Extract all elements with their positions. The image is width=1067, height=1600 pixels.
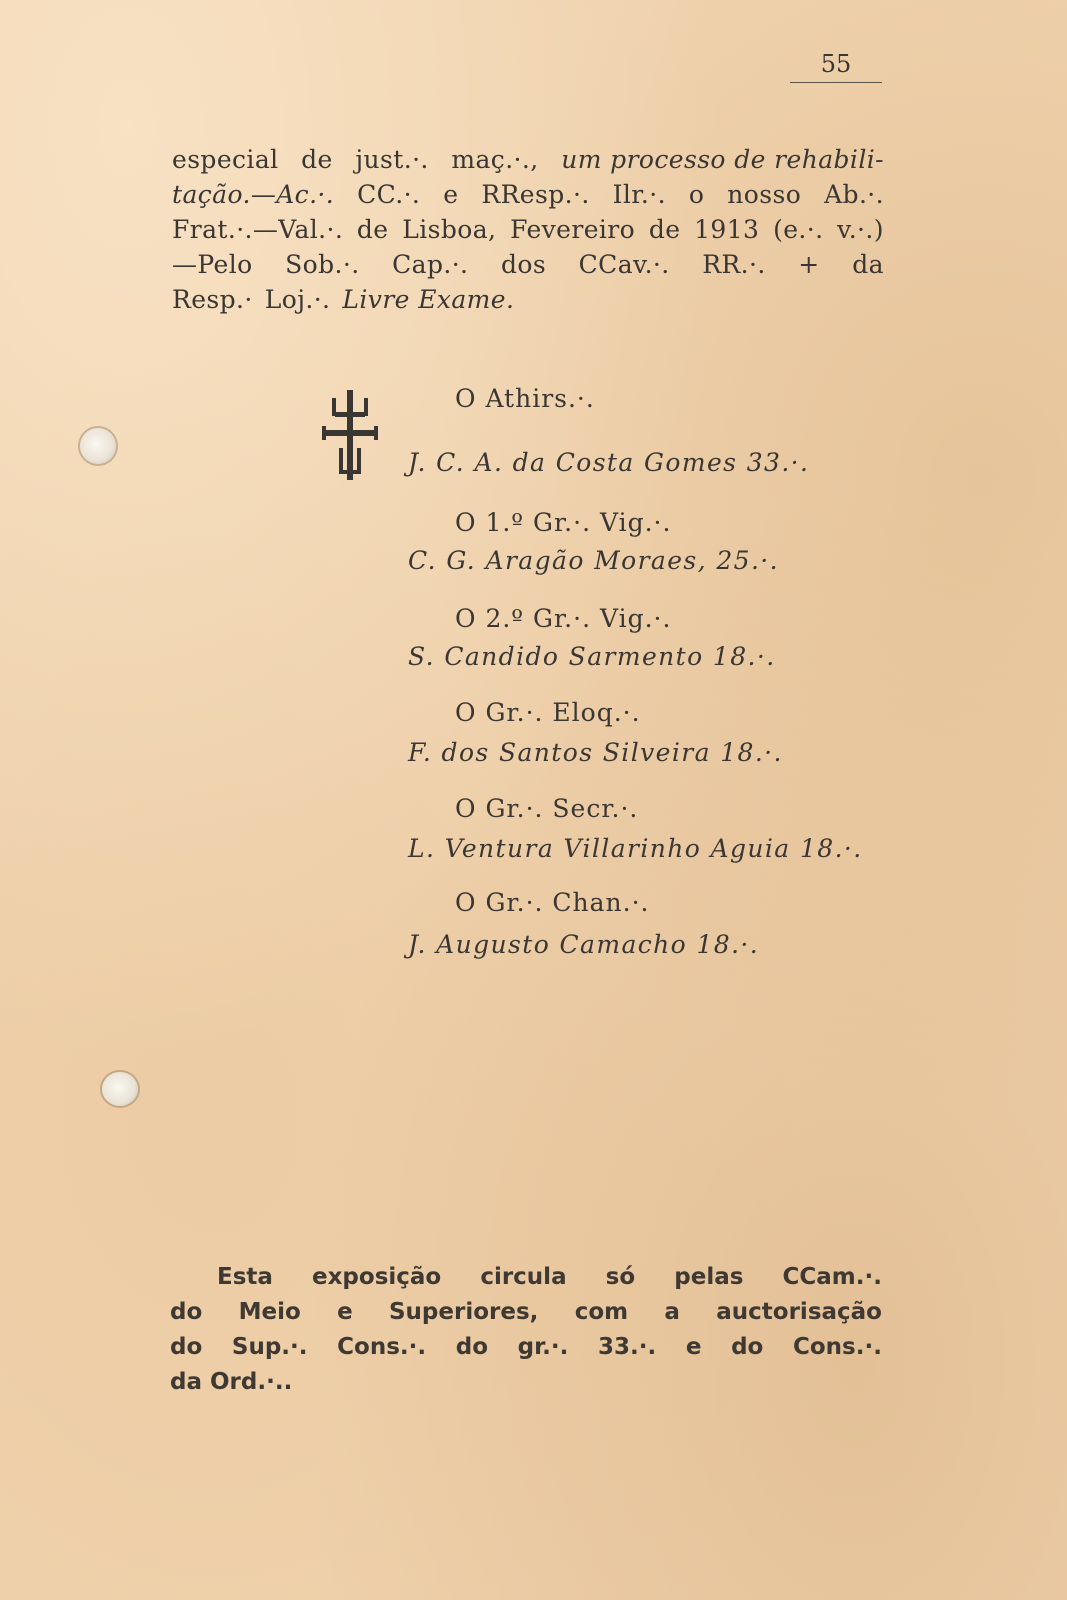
notice-line-4: da Ord.·.. [170, 1369, 293, 1395]
circulation-notice [170, 1260, 882, 1400]
paragraph-line-1: especial de just.·. maç.·., um processo de rehabili- [172, 145, 884, 174]
body-paragraph [172, 142, 884, 317]
notice-line-2: do Meio e Superiores, com a auctorisação [170, 1299, 882, 1325]
double-cross-icon [322, 390, 378, 480]
paragraph-line-2: tação.—Ac.·. CC.·. e RResp.·. Ilr.·. o nosso Ab.·. [172, 180, 884, 209]
signatory-6-title: O Gr.·. Chan.·. [455, 888, 650, 917]
signatory-2-name: C. G. Aragão Moraes, 25.·. [408, 546, 779, 575]
signatory-5-name: L. Ventura Villarinho Aguia 18.·. [408, 834, 863, 863]
notice-line-1: Esta exposição circula só pelas CCam.·. [217, 1264, 882, 1290]
signatory-1-title: O Athirs.·. [455, 384, 595, 413]
signatory-5-title: O Gr.·. Secr.·. [455, 794, 639, 823]
punch-hole-lower [102, 1072, 138, 1106]
notice-line-3: do Sup.·. Cons.·. do gr.·. 33.·. e do Cons.·. [170, 1334, 882, 1360]
signatory-2-title: O 1.º Gr.·. Vig.·. [455, 508, 672, 537]
punch-hole-upper [80, 428, 116, 464]
signatory-4-name: F. dos Santos Silveira 18.·. [408, 738, 783, 767]
signatory-3-name: S. Candido Sarmento 18.·. [408, 642, 776, 671]
signatory-4-title: O Gr.·. Eloq.·. [455, 698, 641, 727]
page-number: 55 [790, 50, 882, 83]
signatory-3-title: O 2.º Gr.·. Vig.·. [455, 604, 672, 633]
signatory-6-name: J. Augusto Camacho 18.·. [408, 930, 760, 959]
paragraph-line-3: Frat.·.—Val.·. de Lisboa, Fevereiro de 1913 (e.·. v.·.) [172, 215, 884, 244]
paragraph-line-4: —Pelo Sob.·. Cap.·. dos CCav.·. RR.·. + da [172, 250, 884, 279]
paragraph-line-5: Resp.· Loj.·. Livre Exame. [172, 285, 515, 314]
signatory-1-name: J. C. A. da Costa Gomes 33.·. [408, 448, 810, 477]
